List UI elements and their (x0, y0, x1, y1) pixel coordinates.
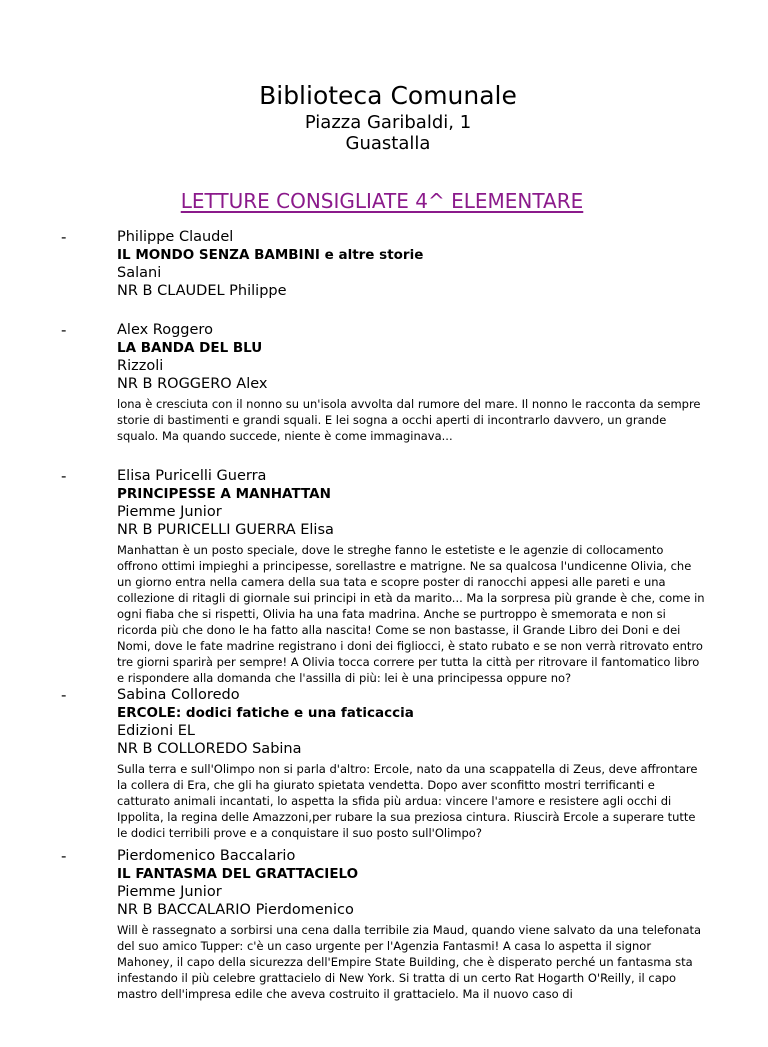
book-title: IL MONDO SENZA BAMBINI e altre storie (117, 247, 424, 263)
book-title: ERCOLE: dodici fatiche e una faticaccia (117, 705, 414, 721)
book-title: PRINCIPESSE A MANHATTAN (117, 486, 331, 502)
book-entry (0, 847, 768, 1047)
list-bullet: - (61, 321, 67, 339)
book-author: Elisa Puricelli Guerra (117, 468, 267, 484)
book-entry (0, 321, 768, 467)
book-description: Sulla terra e sull'Olimpo non si parla d'altro: Ercole, nato da una scappatella di Zeus, deve affrontare la collera di Era, che gli ha giurato spietata vendetta. Dopo aver sconfitto mostri terrificanti e catturato animali incantati, lo aspetta la sfida più ardua: vincere l'amore e resistere agli occhi di Ippolita, la regina delle Amazzoni,per rubare la sua preziosa cintura. Riuscirà Ercole a superare tutte le dodici terribili prove e a conquistare il suo posto sull'Olimpo? (117, 762, 698, 840)
book-author: Alex Roggero (117, 322, 213, 338)
book-entry (0, 686, 768, 847)
book-publisher: Salani (117, 265, 162, 281)
book-description: lona è cresciuta con il nonno su un'isola avvolta dal rumore del mare. Il nonno le racconta da sempre storie di bastimenti e grandi squali. E lei sogna a occhi aperti di incontrarlo davvero, un grande squalo. Ma quando succede, niente è come immaginava... (117, 397, 701, 443)
book-shelf-location: NR B COLLOREDO Sabina (117, 741, 302, 757)
library-header (0, 80, 768, 154)
book-entry (0, 467, 768, 686)
book-title: IL FANTASMA DEL GRATTACIELO (117, 866, 359, 882)
book-shelf-location: NR B BACCALARIO Pierdomenico (117, 902, 354, 918)
book-publisher: Piemme Junior (117, 884, 222, 900)
book-title: LA BANDA DEL BLU (117, 340, 263, 356)
book-publisher: Piemme Junior (117, 504, 222, 520)
book-list (0, 228, 768, 1047)
book-author: Pierdomenico Baccalario (117, 848, 296, 864)
book-publisher: Rizzoli (117, 358, 164, 374)
list-bullet: - (61, 847, 67, 865)
section-title: LETTURE CONSIGLIATE 4^ ELEMENTARE (180, 189, 584, 213)
book-author: Sabina Colloredo (117, 687, 240, 703)
book-publisher: Edizioni EL (117, 723, 195, 739)
book-shelf-location: NR B PURICELLI GUERRA Elisa (117, 522, 334, 538)
book-shelf-location: NR B ROGGERO Alex (117, 376, 268, 392)
list-bullet: - (61, 228, 67, 246)
book-entry (0, 228, 768, 321)
book-shelf-location: NR B CLAUDEL Philippe (117, 283, 287, 299)
library-name: Biblioteca Comunale (259, 81, 517, 110)
list-bullet: - (61, 467, 67, 485)
address-street: Piazza Garibaldi, 1 (304, 112, 472, 133)
book-description: Will è rassegnato a sorbirsi una cena dalla terribile zia Maud, quando viene salvato da una telefonata del suo amico Tupper: c'è un caso urgente per l'Agenzia Fantasmi! A casa lo aspetta il signor Mahoney, il capo della sicurezza dell'Empire State Building, che è disperato perché un fantasma sta infestando il più celebre grattacielo di New York. Si tratta di un certo Rat Hogarth O'Reilly, il capo mastro dell'impresa edile che aveva costruito il grattacielo. Ma il nuovo caso di (117, 923, 702, 1001)
book-author: Philippe Claudel (117, 229, 234, 245)
book-description: Manhattan è un posto speciale, dove le streghe fanno le estetiste e le agenzie di collocamento offrono ottimi impieghi a principesse, sorellastre e matrigne. Ne sa qualcosa l'undicenne Olivia, che un giorno entra nella camera della sua tata e scopre poster di ranocchi appesi alle pareti e una collezione di ritagli di giornale sui principi in età da marito... Ma la sorpresa più grande è che, come in ogni fiaba che si rispetti, Olivia ha una fata madrina. Anche se purtroppo è smemorata e non si ricorda più che dono le ha fatto alla nascita! Come se non bastasse, il Grande Libro dei Doni e dei Nomi, dove le fate madrine registrano i doni dei figliocci, è stato rubato e se non verrà ritrovato entro tre giorni sparirà per sempre! A Olivia tocca correre per tutta la città per ritrovare il fantomatico libro e rispondere alla domanda che l'assilla di più: lei è una principessa oppure no? (117, 543, 705, 685)
address-city: Guastalla (345, 133, 431, 154)
list-bullet: - (61, 686, 67, 704)
